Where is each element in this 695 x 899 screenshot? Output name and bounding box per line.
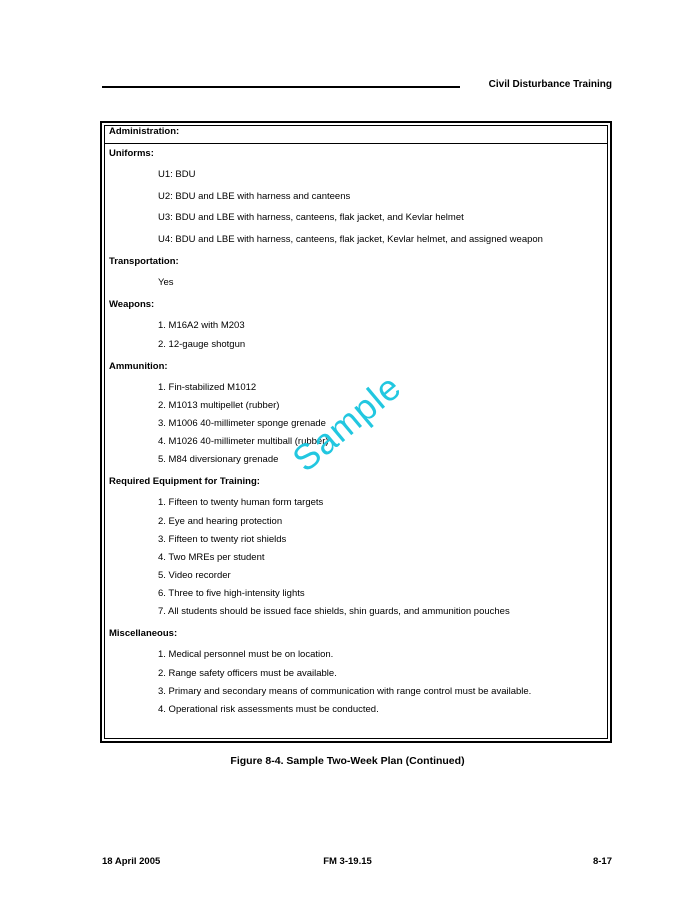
ammunition-item: 4. M1026 40-millimeter multiball (rubber) (158, 436, 329, 447)
ammunition-item: 2. M1013 multipellet (rubber) (158, 400, 280, 411)
uniform-item: U2: BDU and LBE with harness and canteens (158, 191, 351, 202)
ammunition-item: 3. M1006 40-millimeter sponge grenade (158, 418, 326, 429)
sample-watermark: Sample (284, 365, 409, 480)
weapon-item: 2. 12-gauge shotgun (158, 339, 246, 350)
miscellaneous-item: 4. Operational risk assessments must be conducted. (158, 704, 379, 715)
uniform-item: U1: BDU (158, 169, 196, 180)
running-header-title: Civil Disturbance Training (488, 79, 612, 90)
equipment-item: 5. Video recorder (158, 570, 231, 581)
ammunition-heading: Ammunition: (109, 361, 168, 372)
miscellaneous-item: 3. Primary and secondary means of communication with range control must be available. (158, 686, 532, 697)
equipment-item: 6. Three to five high-intensity lights (158, 588, 305, 599)
footer-date: 18 April 2005 (102, 856, 161, 867)
miscellaneous-heading: Miscellaneous: (109, 628, 178, 639)
equipment-item: 7. All students should be issued face shields, shin guards, and ammunition pouches (158, 606, 510, 617)
weapons-heading: Weapons: (109, 299, 155, 310)
footer-page-number: 8-17 (592, 856, 612, 867)
header-rule (102, 86, 460, 88)
equipment-item: 1. Fifteen to twenty human form targets (158, 497, 324, 508)
ammunition-item: 1. Fin-stabilized M1012 (158, 382, 257, 393)
weapon-item: 1. M16A2 with M203 (158, 320, 245, 331)
miscellaneous-item: 2. Range safety officers must be available. (158, 668, 337, 679)
administration-heading: Administration: (109, 126, 180, 137)
miscellaneous-item: 1. Medical personnel must be on location. (158, 649, 334, 660)
equipment-item: 3. Fifteen to twenty riot shields (158, 534, 287, 545)
ammunition-item: 5. M84 diversionary grenade (158, 454, 279, 465)
equipment-heading: Required Equipment for Training: (109, 476, 260, 487)
uniforms-heading: Uniforms: (109, 148, 154, 159)
equipment-item: 2. Eye and hearing protection (158, 516, 283, 527)
transportation-heading: Transportation: (109, 256, 179, 267)
equipment-item: 4. Two MREs per student (158, 552, 265, 563)
transportation-value: Yes (158, 277, 174, 288)
footer-manual-number: FM 3-19.15 (323, 856, 372, 867)
uniform-item: U4: BDU and LBE with harness, canteens, flak jacket, Kevlar helmet, and assigned weapon (158, 234, 543, 245)
administration-divider (104, 143, 608, 144)
figure-caption: Figure 8-4. Sample Two-Week Plan (Continued) (230, 755, 465, 767)
uniform-item: U3: BDU and LBE with harness, canteens, flak jacket, and Kevlar helmet (158, 212, 464, 223)
